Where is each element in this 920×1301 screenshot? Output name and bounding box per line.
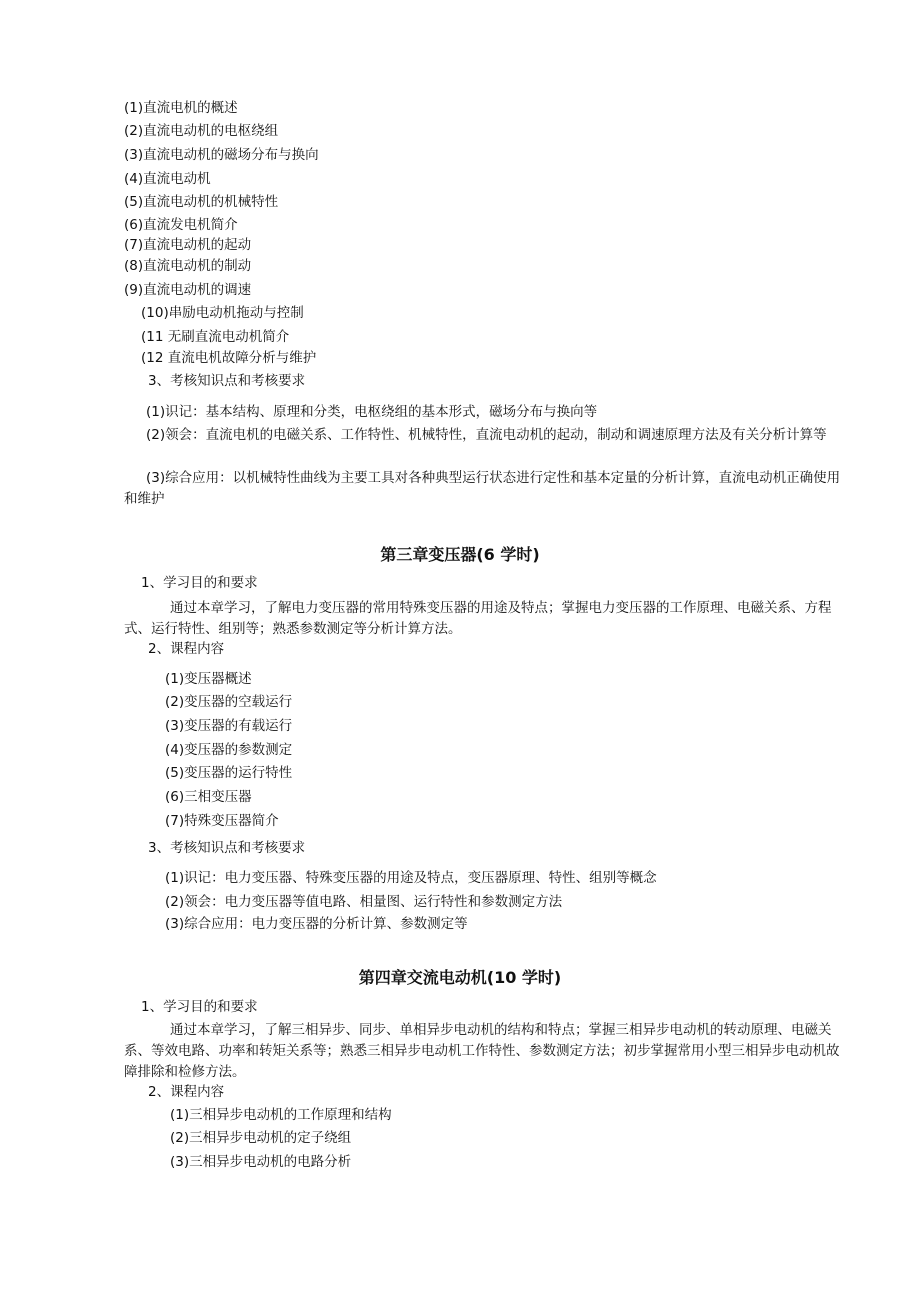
section-heading: 2、课程内容 [148,1084,225,1100]
list-item: (2)变压器的空载运行 [165,694,293,710]
section-heading: 1、学习目的和要求 [141,575,258,591]
list-item: (9)直流电动机的调速 [124,282,252,298]
list-item: (3)直流电动机的磁场分布与换向 [124,147,319,163]
section-heading: 2、课程内容 [148,641,225,657]
section-paragraph: 通过本章学习，了解电力变压器的常用特殊变压器的用途及特点；掌握电力变压器的工作原理、电磁关系、方程式、运行特性、组别等；熟悉参数测定等分析计算方法。 [124,600,832,637]
list-item: (7)特殊变压器简介 [165,813,279,829]
list-item: (1)三相异步电动机的工作原理和结构 [170,1107,392,1123]
list-item: (5)变压器的运行特性 [165,765,293,781]
list-item: (3)变压器的有载运行 [165,718,293,734]
list-item: (7)直流电动机的起动 [124,237,252,253]
list-item: (6)直流发电机简介 [124,217,238,233]
exam-item: (2)领会：直流电机的电磁关系、工作特性、机械特性，直流电动机的起动，制动和调速原理方法及有关分析计算等 [146,427,827,443]
section-heading: 3、考核知识点和考核要求 [148,373,306,389]
exam-item: (3)综合应用：电力变压器的分析计算、参数测定等 [165,916,468,932]
section-heading: 3、考核知识点和考核要求 [148,840,306,856]
list-item: (2)三相异步电动机的定子绕组 [170,1130,352,1146]
section-paragraph: 通过本章学习，了解三相异步、同步、单相异步电动机的结构和特点；掌握三相异步电动机的转动原理、电磁关系、等效电路、功率和转矩关系等；熟悉三相异步电动机工作特性、参数测定方法；初步掌握常用小型三相异步电动机故障排除和检修方法。 [124,1022,840,1080]
section-heading: 1、学习目的和要求 [141,999,258,1015]
list-item: (2)直流电动机的电枢绕组 [124,123,279,139]
chapter-title: 第四章交流电动机(10 学时) [358,968,562,987]
list-item: (4)变压器的参数测定 [165,742,293,758]
list-item: (1)变压器概述 [165,671,252,687]
list-item: (12 直流电机故障分析与维护 [141,350,317,366]
exam-item: (1)识记：电力变压器、特殊变压器的用途及特点，变压器原理、特性、组别等概念 [165,870,657,886]
list-item: (5)直流电动机的机械特性 [124,194,279,210]
exam-item: (1)识记：基本结构、原理和分类，电枢绕组的基本形式，磁场分布与换向等 [146,404,598,420]
chapter-title: 第三章变压器(6 学时) [380,545,540,564]
exam-item: (2)领会：电力变压器等值电路、相量图、运行特性和参数测定方法 [165,894,563,910]
list-item: (10)串励电动机拖动与控制 [141,305,304,321]
list-item: (4)直流电动机 [124,171,211,187]
list-item: (3)三相异步电动机的电路分析 [170,1154,352,1170]
list-item: (11 无刷直流电动机简介 [141,329,290,345]
list-item: (1)直流电机的概述 [124,100,238,116]
exam-item: (3)综合应用：以机械特性曲线为主要工具对各种典型运行状态进行定性和基本定量的分析计算，直流电动机正确使用和维护 [124,470,841,507]
list-item: (8)直流电动机的制动 [124,258,252,274]
list-item: (6)三相变压器 [165,789,252,805]
